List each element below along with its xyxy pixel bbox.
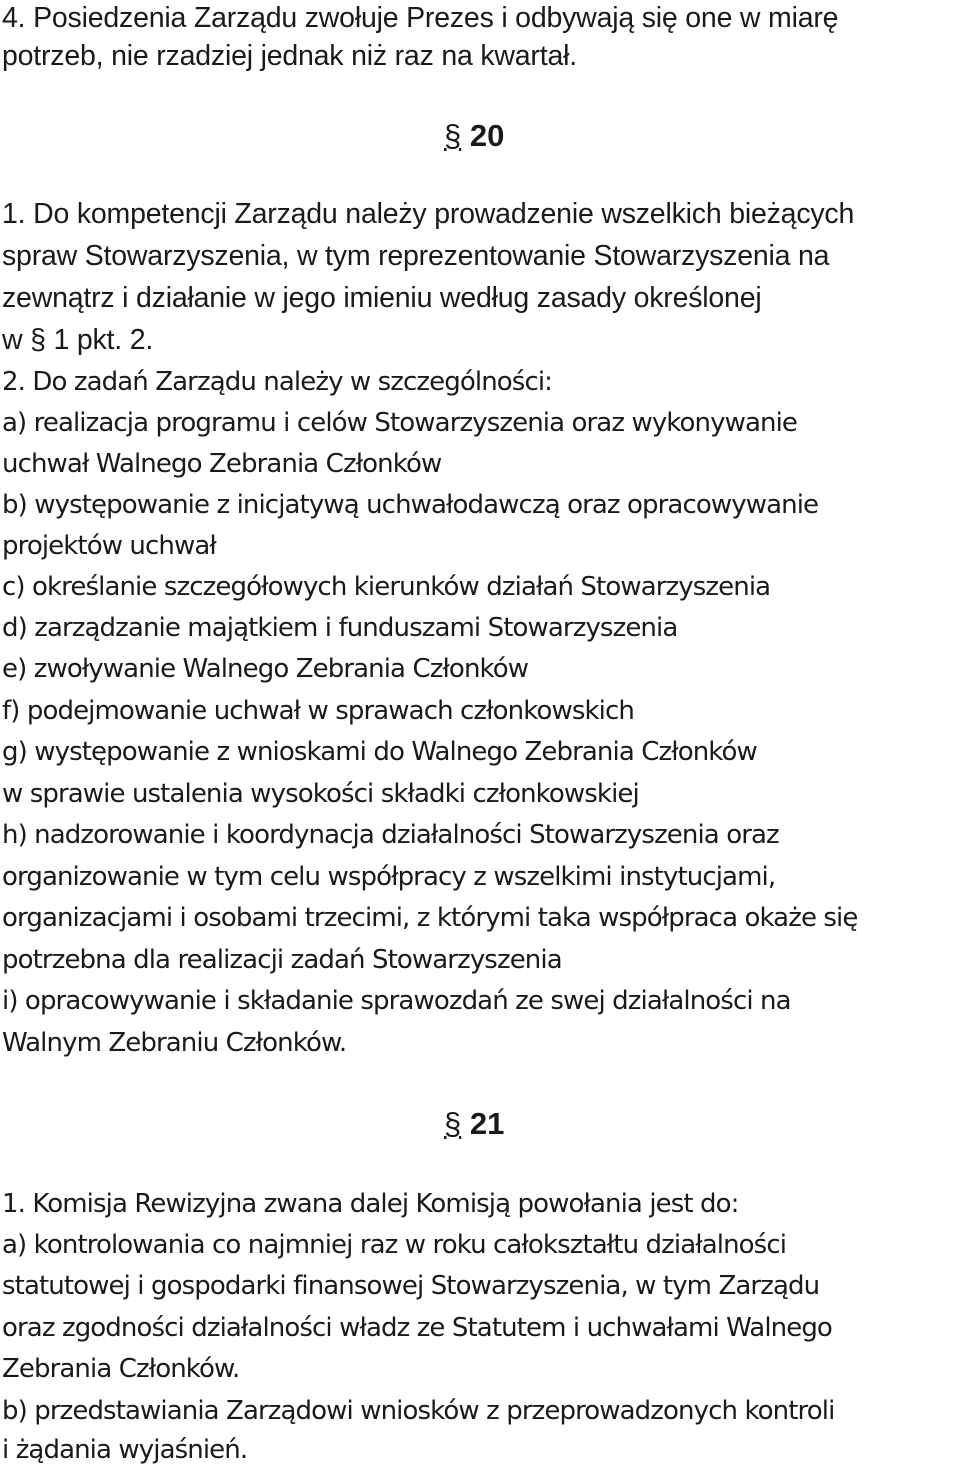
text-line: zewnątrz i działanie w jego imieniu według zasady określonej [2, 282, 762, 314]
text-line: spraw Stowarzyszenia, w tym reprezentowanie Stowarzyszenia na [2, 240, 830, 272]
text-line: projektów uchwał [2, 531, 216, 561]
section-heading-21 [444, 1104, 504, 1144]
text-line: i) opracowywanie i składanie sprawozdań ze swej działalności na [2, 986, 791, 1016]
text-line: potrzebna dla realizacji zadań Stowarzyszenia [2, 945, 562, 975]
text-line: b) występowanie z inicjatywą uchwałodawczą oraz opracowywanie [2, 490, 819, 520]
text-line: w § 1 pkt. 2. [2, 324, 154, 356]
text-line: e) zwoływanie Walnego Zebrania Członków [2, 654, 529, 684]
text-line: b) przedstawiania Zarządowi wniosków z przeprowadzonych kontroli [2, 1396, 835, 1426]
text-line: i żądania wyjaśnień. [2, 1435, 248, 1465]
section-symbol: § [444, 1106, 462, 1141]
text-line: organizacjami i osobami trzecimi, z którymi taka współpraca okaże się [2, 903, 858, 933]
text-line: statutowej i gospodarki finansowej Stowarzyszenia, w tym Zarządu [2, 1271, 820, 1301]
text-line: Walnym Zebraniu Członków. [2, 1028, 347, 1058]
text-line: c) określanie szczegółowych kierunków działań Stowarzyszenia [2, 572, 771, 602]
text-line: a) realizacja programu i celów Stowarzyszenia oraz wykonywanie [2, 408, 798, 438]
text-line: 2. Do zadań Zarządu należy w szczególności: [2, 367, 553, 397]
text-line: g) występowanie z wnioskami do Walnego Zebrania Członków [2, 737, 757, 767]
text-line: 1. Do kompetencji Zarządu należy prowadzenie wszelkich bieżących [2, 198, 855, 230]
section-heading-20 [444, 116, 504, 156]
section-symbol: § [444, 118, 462, 153]
section-number: 20 [469, 118, 505, 153]
text-line: oraz zgodności działalności władz ze Statutem i uchwałami Walnego [2, 1313, 832, 1343]
text-line: f) podejmowanie uchwał w sprawach członkowskich [2, 696, 634, 726]
text-line: 1. Komisja Rewizyjna zwana dalej Komisją powołania jest do: [2, 1189, 739, 1219]
text-line: organizowanie w tym celu współpracy z wszelkimi instytucjami, [2, 862, 776, 892]
text-line: w sprawie ustalenia wysokości składki członkowskiej [2, 779, 639, 809]
text-line: d) zarządzanie majątkiem i funduszami Stowarzyszenia [2, 613, 678, 643]
text-line: Zebrania Członków. [2, 1354, 240, 1384]
text-line: uchwał Walnego Zebrania Członków [2, 449, 442, 479]
text-line: h) nadzorowanie i koordynacja działalności Stowarzyszenia oraz [2, 820, 779, 850]
text-line: a) kontrolowania co najmniej raz w roku całokształtu działalności [2, 1230, 787, 1260]
text-line: potrzeb, nie rzadziej jednak niż raz na kwartał. [2, 40, 577, 72]
section-number: 21 [469, 1106, 505, 1141]
text-line: 4. Posiedzenia Zarządu zwołuje Prezes i odbywają się one w miarę [2, 2, 839, 34]
